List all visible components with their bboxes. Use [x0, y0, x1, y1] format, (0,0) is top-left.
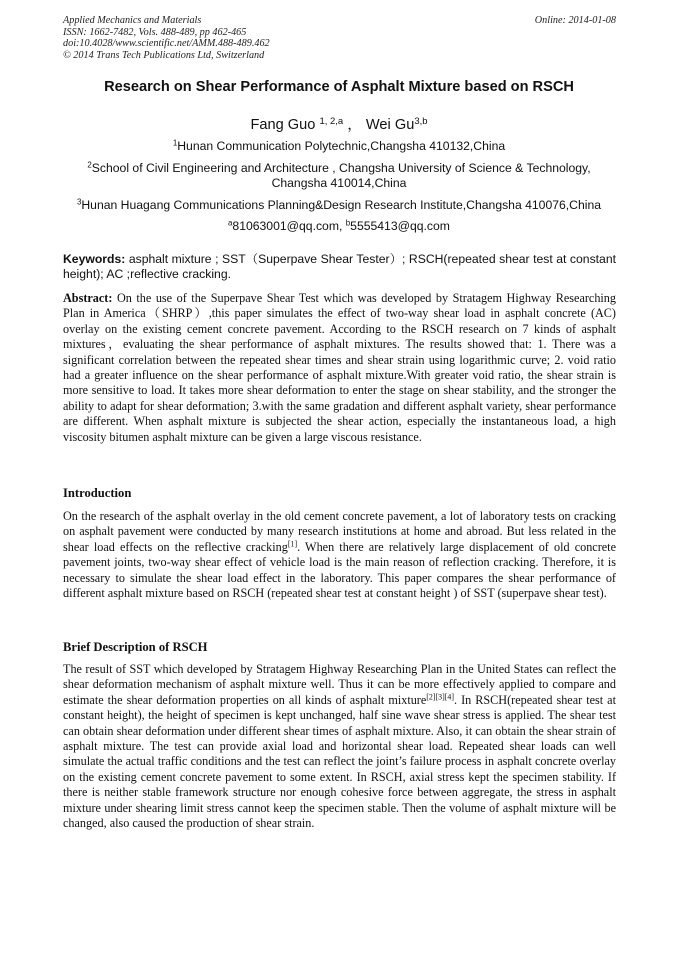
affiliation-3-sup: 3 — [76, 197, 82, 207]
affiliation-3 — [60, 198, 618, 213]
keywords — [63, 252, 616, 283]
keywords-text: asphalt mixture ; SST（Superpave Shear Tester）; RSCH(repeated shear test at constant height); AC ;reflective cracking. — [63, 252, 616, 282]
email-b-sup: b — [345, 218, 351, 228]
author-1: Fang Guo — [250, 117, 316, 133]
rsch-text-2: . In RSCH(repeated shear test at constant height), the height of specimen is kept unchanged, half sine wave shear stress is applied. The shear test can obtain shear deformation under different shear times of asphalt mixture. Also, it can obtain the shear strain of asphalt mixture. The test can provide axial load and horizontal shear load. Repeated shear loads can well simulate the actual traffic conditions and the test can reflect the joint’s failure process in asphalt concrete overlay on the existing cement concrete pavement to some extent. In RSCH, axial stress kept the specimen stability. If there is neither stable framework structure nor enough cohesive force between aggregate, the stress in asphalt mixture under shearing limit stress cannot keep the specimen stable. Then the volume of asphalt mixture will be changed, also caused the production of shear strain. — [63, 692, 616, 831]
introduction-paragraph — [63, 509, 616, 601]
section-heading-rsch: Brief Description of RSCH — [63, 640, 208, 654]
affiliation-3-text: Hunan Huagang Communications Planning&Design Research Institute,Changsha 410076,China — [81, 198, 602, 212]
copyright-line: © 2014 Trans Tech Publications Ltd, Switzerland — [63, 49, 265, 61]
abstract-label: Abstract: — [63, 291, 113, 305]
abstract — [63, 291, 616, 445]
section-heading-introduction: Introduction — [63, 486, 132, 500]
keywords-label: Keywords: — [63, 252, 126, 266]
journal-name: Applied Mechanics and Materials — [63, 15, 202, 26]
affiliation-1-text: Hunan Communication Polytechnic,Changsha 410132,China — [177, 139, 506, 153]
rsch-paragraph — [63, 662, 616, 831]
affiliation-2 — [60, 161, 618, 192]
author-2: Wei Gu — [365, 117, 415, 133]
online-date: Online: 2014-01-08 — [534, 15, 616, 26]
rsch-text-1: The result of SST which developed by Stratagem Highway Researching Plan in the United States can reflect the shear deformation mechanism of asphalt mixture well. Thus it can be more effectively applied to compare and estimate the shear deformation properties on all kinds of asphalt mixture — [63, 662, 616, 707]
intro-text-1: On the research of the asphalt overlay in the old cement concrete pavement, a lot of laboratory tests on cracking on asphalt pavement were conducted by many research institutions at home and abroad. But less related in the shear load effects on the reflective cracking — [63, 509, 616, 554]
issn-line: ISSN: 1662-7482, Vols. 488-489, pp 462-465 — [63, 26, 247, 38]
author-emails — [60, 219, 618, 234]
affiliation-1-sup: 1 — [172, 138, 178, 148]
affiliation-2-sup: 2 — [87, 160, 92, 170]
email-a: 81063001@qq.com, — [232, 219, 343, 233]
paper-title: Research on Shear Performance of Asphalt Mixture based on RSCH — [104, 79, 574, 95]
journal-header — [63, 15, 616, 61]
email-b: 5555413@qq.com — [350, 219, 450, 233]
author-2-sup: 3,b — [414, 115, 428, 127]
affiliation-1 — [60, 139, 618, 154]
abstract-text: On the use of the Superpave Shear Test which was developed by Stratagem Highway Researching Plan in America（SHRP）,this paper simulates the effect of two-way shear load in asphalt concrete (AC) overlay on the existing cement concrete pavement. According to the RSCH research on 7 kinds of asphalt mixtures，evaluating the shear performance of asphalt mixtures. The results showed that: 1. There was a significant correlation between the repeated shear times and shear strain using logarithmic curve; 2. void ratio had a greater influence on the shear performance of asphalt mixture.With greater void ratio, the shear strain is more sensitive to load. It takes more shear deformation to enter the stage on shear stability, and the stronger the ability to adapt for shear deformation; 3.with the same gradation and different asphalt variety, shear performance are different. When asphalt mixture is subjected the shear action, especially the instantaneous load, a high viscosity bitumen asphalt mixture can be given a large viscous resistance. — [63, 291, 616, 444]
intro-text-2: . When there are relatively large displacement of old concrete pavement joints, two-way shear effect of vehicle load is the main reason of reflection cracking. Therefore, it is necessary to simulate the shear load effect in the laboratory. This paper compares the shear performance of different asphalt mixture based on RSCH (repeated shear test at constant height ) of SST (superpave shear test). — [63, 539, 616, 601]
rsch-ref-1: [2][3][4] — [426, 692, 454, 702]
affiliation-2-text: School of Civil Engineering and Architecture , Changsha University of Science & Technology, Changsha 410014,China — [91, 161, 591, 191]
intro-ref-1: [1] — [287, 539, 298, 549]
author-sep: ， — [347, 117, 362, 133]
author-line — [0, 113, 678, 134]
email-a-sup: a — [228, 218, 233, 228]
author-1-sup: 1, 2,a — [319, 115, 344, 127]
doi-line: doi:10.4028/www.scientific.net/AMM.488-489.462 — [63, 38, 270, 50]
